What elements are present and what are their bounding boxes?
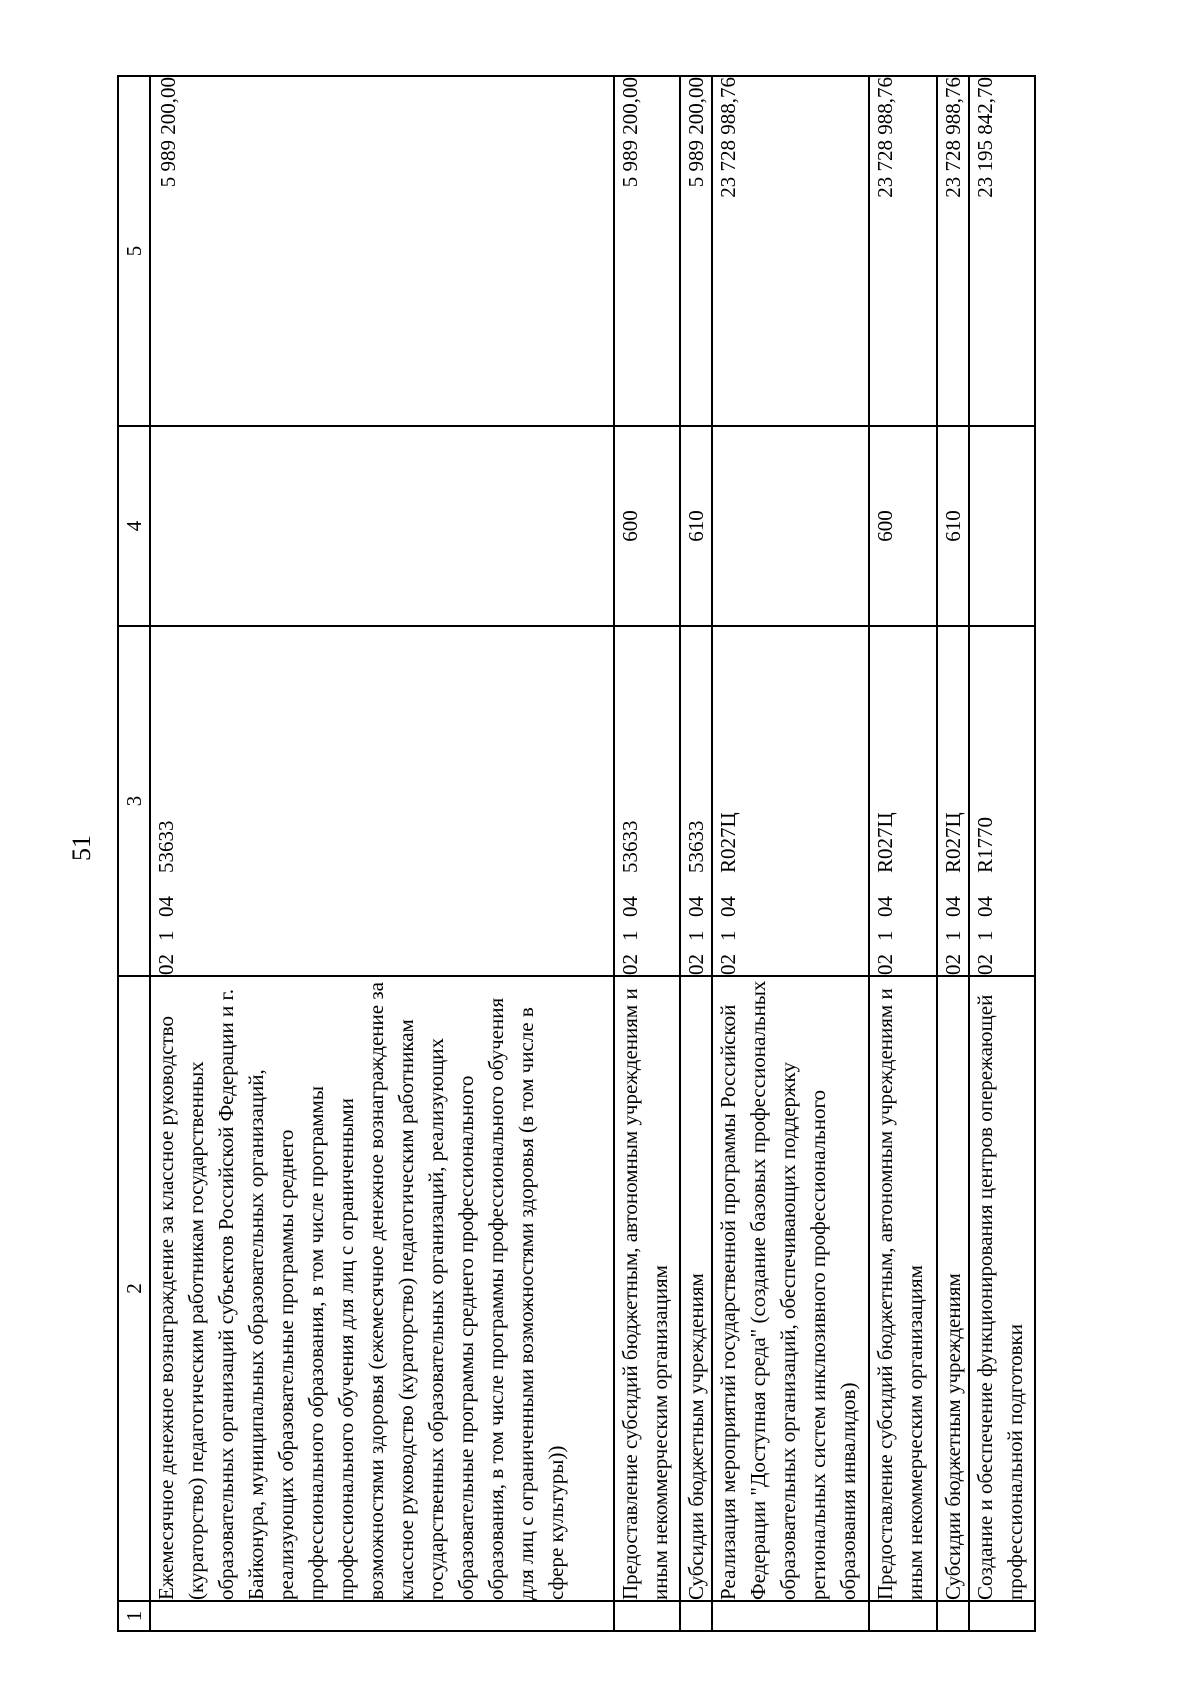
table-row [869,76,937,1631]
rotated-table-wrapper [117,77,1077,1632]
table-row [969,76,1035,1631]
expense-type-cell: 600 [869,426,937,626]
amount-cell: 23 728 988,76 [869,76,937,426]
row-number-cell [869,1601,937,1631]
table-row [937,76,969,1631]
item-name-cell: Субсидии бюджетным учреждениям [937,976,969,1601]
row-number-cell [150,1601,614,1631]
classification-code-cell: 0210453633 [150,626,614,976]
classification-code-cell: 02104R1770 [969,626,1035,976]
expense-type-cell [712,426,869,626]
row-number-cell [712,1601,869,1631]
expense-type-cell: 610 [680,426,712,626]
expense-type-cell [150,426,614,626]
table-row [614,76,680,1631]
item-name-cell: Предоставление субсидий бюджетным, автономным учреждениям и иным некоммерческим организациям [869,976,937,1601]
item-name-cell: Реализация мероприятий государственной программы Российской Федерации "Доступная среда" (создание базовых профессиональных образовательных организаций, обеспечивающих поддержку региональных систем инклюзивного профессионального образования инвалидов) [712,976,869,1601]
row-number-cell [614,1601,680,1631]
amount-cell: 23 728 988,76 [937,76,969,426]
page-number: 51 [67,835,96,861]
classification-code-cell: 02104R027Ц [869,626,937,976]
expense-type-cell: 600 [614,426,680,626]
classification-code-cell: 0210453633 [680,626,712,976]
header-col-1: 1 [118,1601,150,1631]
classification-code-cell: 0210453633 [614,626,680,976]
amount-cell: 5 989 200,00 [614,76,680,426]
item-name-cell: Ежемесячное денежное вознаграждение за классное руководство (кураторство) педагогическим работникам государственных образовательных организаций субъектов Российской Федерации и г. Байконура, муниципальных образовательных организаций, реализующих образовательные программы среднего профессионального образования, в том числе программы профессионального обучения для лиц с ограниченными возможностями здоровья (ежемесячное денежное вознаграждение за классное руководство (кураторство) педагогическим работникам государственных образовательных организаций, реализующих образовательные программы среднего профессионального образования, в том числе программы профессионального обучения для лиц с ограниченными возможностями здоровья (в том числе в сфере культуры)) [150,976,614,1601]
item-name-cell: Субсидии бюджетным учреждениям [680,976,712,1601]
item-name-cell: Создание и обеспечение функционирования центров опережающей профессиональной подготовки [969,976,1035,1601]
header-col-4: 4 [118,426,150,626]
classification-code-cell: 02104R027Ц [937,626,969,976]
expense-type-cell: 610 [937,426,969,626]
amount-cell: 23 728 988,76 [712,76,869,426]
header-col-5: 5 [118,76,150,426]
header-col-3: 3 [118,626,150,976]
item-name-cell: Предоставление субсидий бюджетным, автономным учреждениям и иным некоммерческим организациям [614,976,680,1601]
amount-cell: 23 195 842,70 [969,76,1035,426]
amount-cell: 5 989 200,00 [150,76,614,426]
table-row [680,76,712,1631]
header-col-2: 2 [118,976,150,1601]
table-header-row [118,76,150,1631]
table-row [712,76,869,1631]
row-number-cell [937,1601,969,1631]
row-number-cell [680,1601,712,1631]
row-number-cell [969,1601,1035,1631]
expense-type-cell [969,426,1035,626]
amount-cell: 5 989 200,00 [680,76,712,426]
budget-table [117,75,1036,1632]
classification-code-cell: 02104R027Ц [712,626,869,976]
table-row [150,76,614,1631]
